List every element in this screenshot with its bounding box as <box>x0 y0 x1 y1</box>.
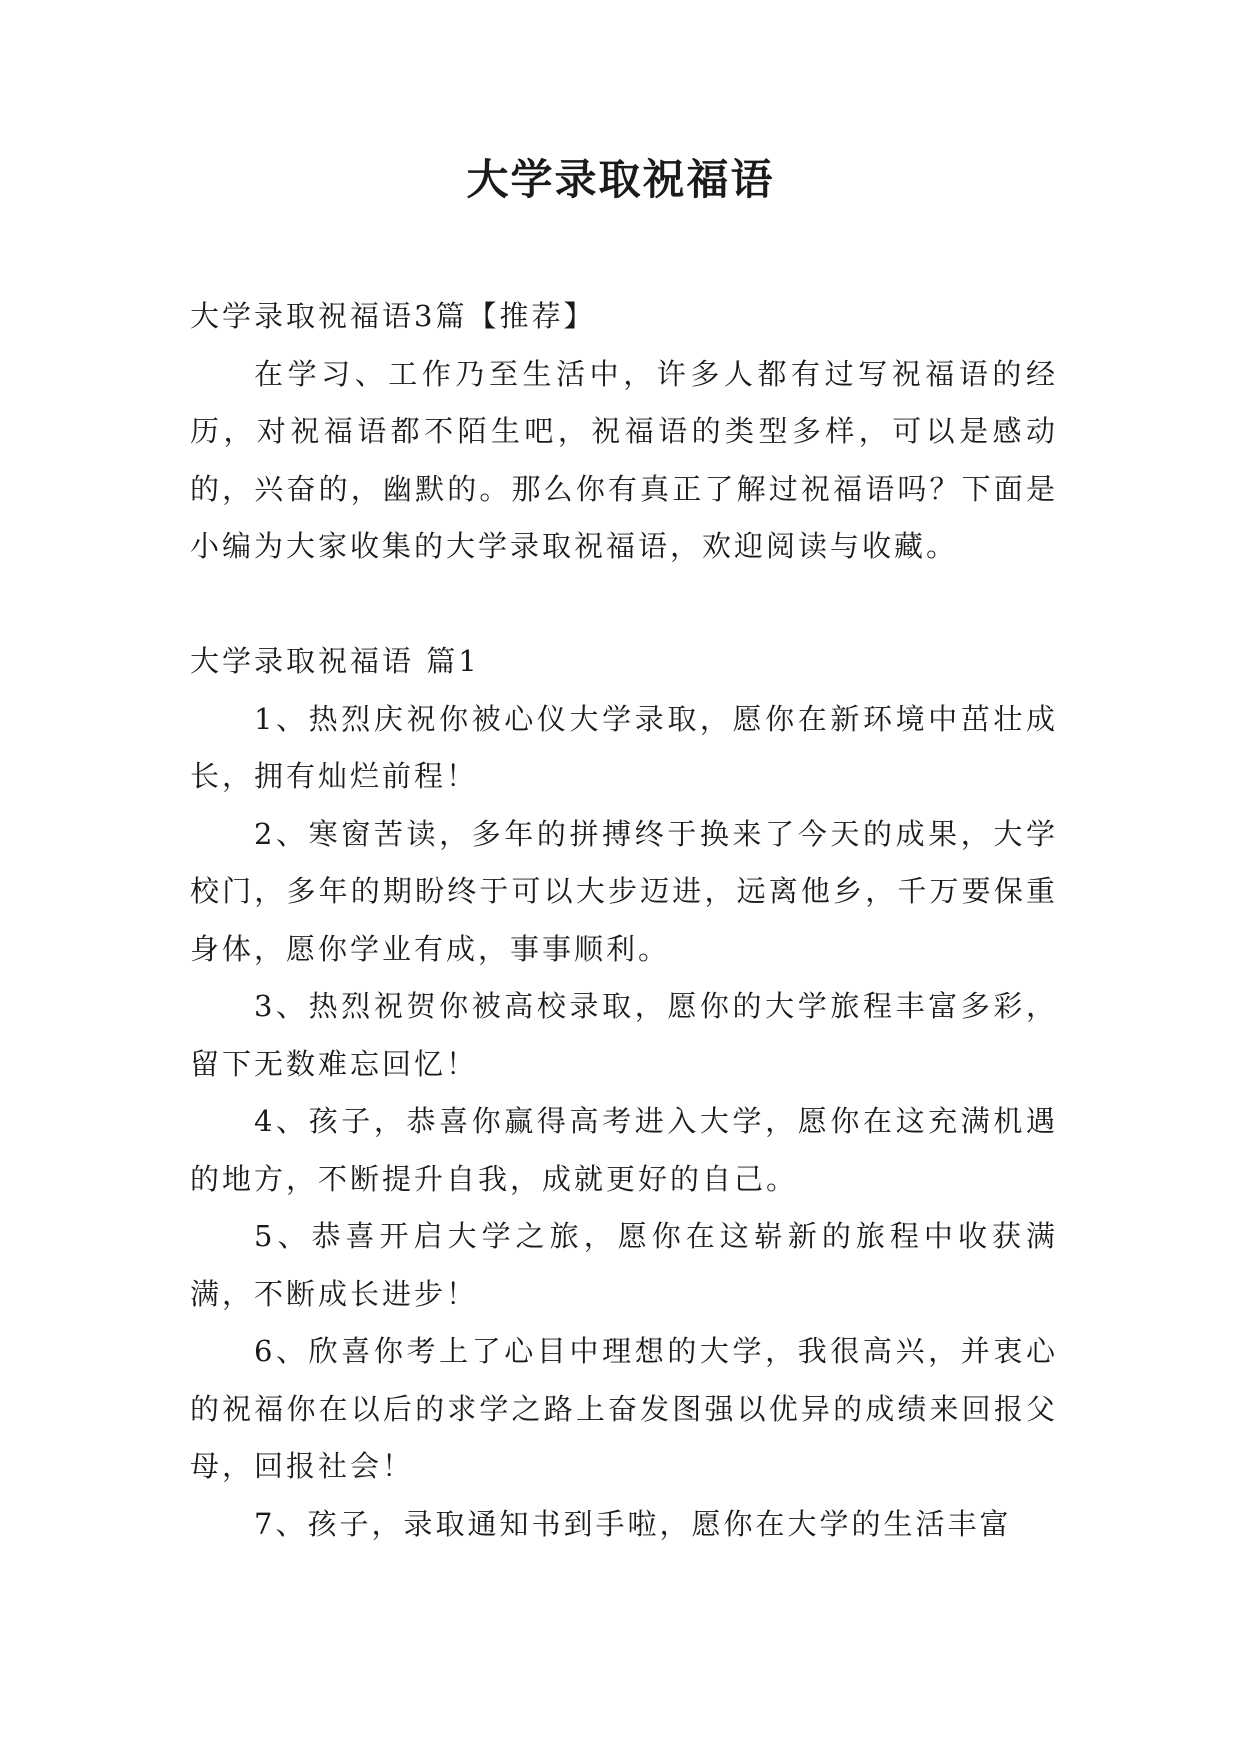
list-item: 6、欣喜你考上了心目中理想的大学，我很高兴，并衷心的祝福你在以后的求学之路上奋发图强以优异的成绩来回报父母，回报社会！ <box>190 1334 1058 1483</box>
list-item: 2、寒窗苦读，多年的拼搏终于换来了今天的成果，大学校门，多年的期盼终于可以大步迈进，远离他乡，千万要保重身体，愿你学业有成，事事顺利。 <box>190 816 1058 966</box>
document-body <box>190 288 1058 1553</box>
intro-paragraph: 在学习、工作乃至生活中，许多人都有过写祝福语的经历，对祝福语都不陌生吧，祝福语的类型多样，可以是感动的，兴奋的，幽默的。那么你有真正了解过祝福语吗？下面是小编为大家收集的大学录取祝福语，欢迎阅读与收藏。 <box>190 356 1058 563</box>
paragraph-spacer <box>190 576 1058 634</box>
document-subtitle: 大学录取祝福语3篇【推荐】 <box>190 299 596 333</box>
list-item: 7、孩子，录取通知书到手啦，愿你在大学的生活丰富 <box>254 1506 1012 1541</box>
list-item: 4、孩子，恭喜你赢得高考进入大学，愿你在这充满机遇的地方，不断提升自我，成就更好的自己。 <box>190 1104 1058 1196</box>
list-item: 3、热烈祝贺你被高校录取，愿你的大学旅程丰富多彩，留下无数难忘回忆！ <box>190 989 1058 1081</box>
section-heading: 大学录取祝福语 篇1 <box>190 644 480 678</box>
list-item: 1、热烈庆祝你被心仪大学录取，愿你在新环境中茁壮成长，拥有灿烂前程！ <box>190 701 1058 793</box>
document-title: 大学录取祝福语 <box>466 155 775 204</box>
list-item: 5、恭喜开启大学之旅，愿你在这崭新的旅程中收获满满，不断成长进步！ <box>190 1219 1058 1311</box>
